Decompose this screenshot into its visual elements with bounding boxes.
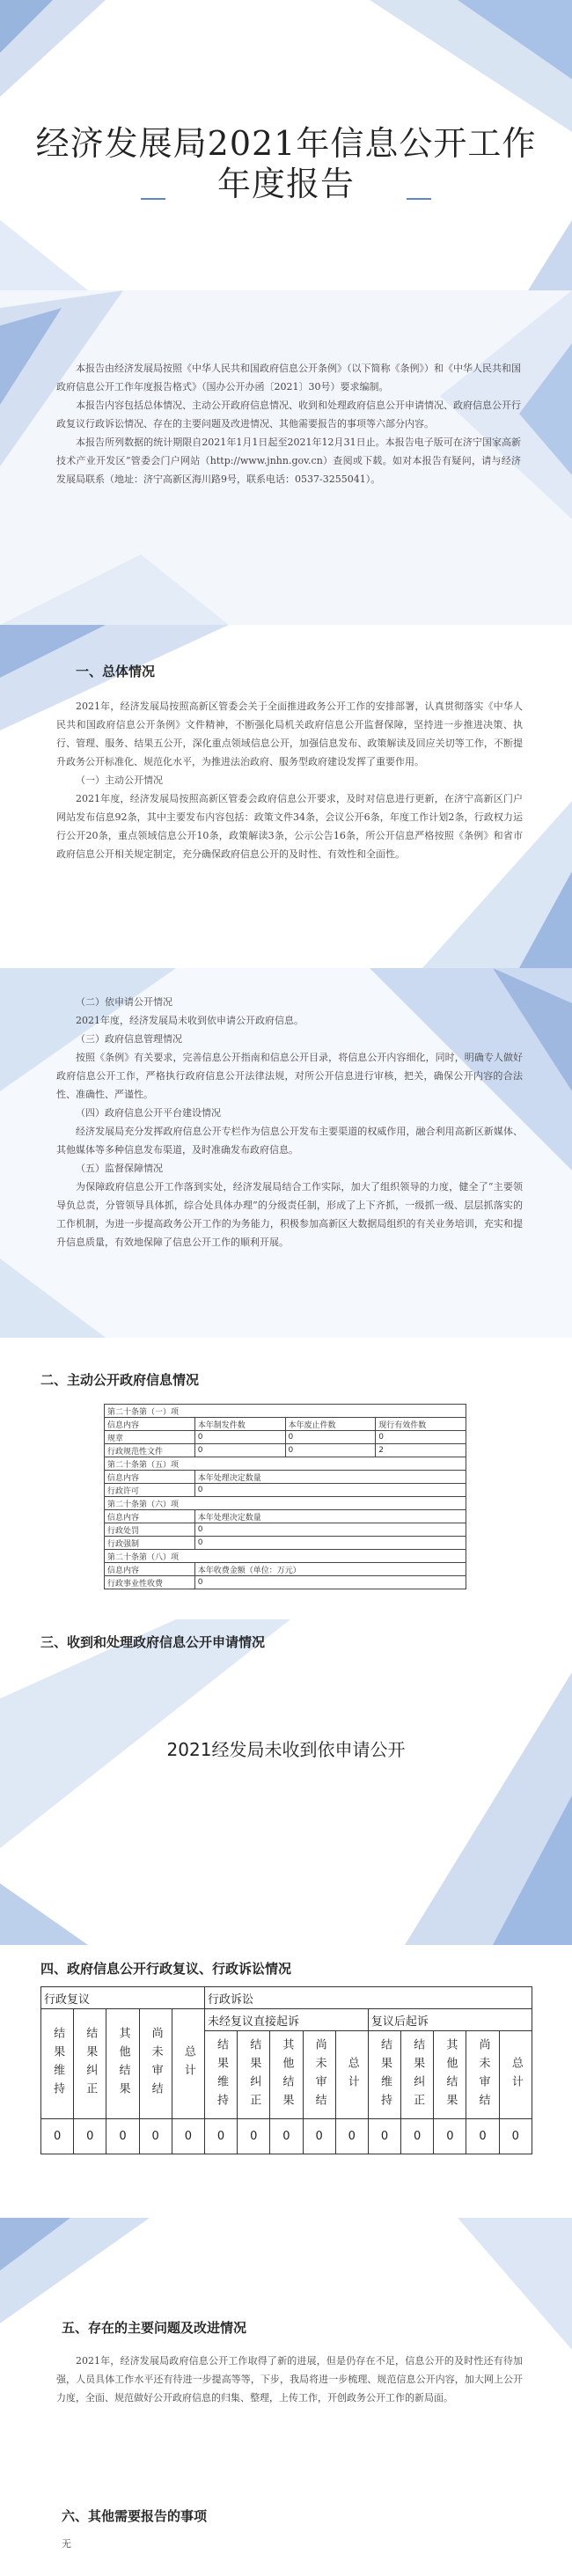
table-cell: 2 xyxy=(376,1444,466,1457)
table-cell: 0 xyxy=(285,1444,376,1457)
section1-subheading-4: （四）政府信息公开平台建设情况 xyxy=(76,1107,221,1119)
column-header-label: 结果维持 xyxy=(378,2037,392,2112)
section5-heading: 五、存在的主要问题及改进情况 xyxy=(62,2320,247,2336)
section1-paragraph-4: 按照《条例》有关要求，完善信息公开指南和信息公开目录，将信息公开内容细化，同时，明确专人做好政府信息公开工作，严格执行政府信息公开法律法规，对所公开信息进行审核，把关，确保公开内容的合法性、准确性、严谨性。 xyxy=(56,1052,523,1100)
section1b-body xyxy=(56,993,523,1251)
column-header-label: 结果维持 xyxy=(51,2027,65,2101)
section1-subheading-3: （三）政府信息管理情况 xyxy=(76,1033,182,1045)
value-cell: 0 xyxy=(172,2119,204,2154)
table-cell: 0 xyxy=(194,1431,285,1444)
section1-paragraph-2: 2021年度，经济发展局按照高新区管委会政府信息公开要求，及时对信息进行更新，在济宁高新区门户网站发布信息92条，其中主要发布内容包括：政策文件34条，会议公开6条，年度工作计划2条，行政权力运行公开20条，重点领域信息公开10条，政策解读3条，公示公告16条，所公开信息严格按照《条例》和省市政府信息公开相关规定制定，充分确保政府信息公开的及时性、有效性和全面性。 xyxy=(56,793,523,860)
value-cell: 0 xyxy=(466,2119,499,2154)
table-cell: 信息内容 xyxy=(105,1510,195,1523)
section3-heading-wrap xyxy=(40,1633,480,1651)
section6-heading: 六、其他需要报告的事项 xyxy=(62,2508,208,2524)
column-header-label: 尚未审结 xyxy=(476,2037,490,2112)
section6-text: 无 xyxy=(62,2538,71,2550)
value-cell: 0 xyxy=(368,2119,400,2154)
value-cell: 0 xyxy=(499,2119,532,2154)
section1-paragraph-5: 经济发展局充分发挥政府信息公开专栏作为信息公开发布主要渠道的权威作用，融合利用高新区新媒体、其他媒体等多种信息发布渠道，及时准确发布政府信息。 xyxy=(56,1126,523,1156)
column-header-label: 其他结果 xyxy=(116,2027,130,2101)
section1-paragraph-1: 2021年，经济发展局按照高新区管委会关于全面推进政务公开工作的安排部署，认真贯彻落实《中华人民共和国政府信息公开条例》文件精神，不断强化局机关政府信息公开监督保障，坚持进一步推进决策、执行、管理、服务、结果五公开，深化重点领域信息公开，加强信息发布、政策解读及回应关切等工作，不断提升政务公开标准化、规范化水平，为推进法治政府、服务型政府建设发挥了重要作用。 xyxy=(56,701,523,767)
subgroup-after-review: 复议后起诉 xyxy=(368,2009,532,2031)
column-header-label: 其他结果 xyxy=(280,2037,294,2112)
table-cell: 信息内容 xyxy=(105,1563,195,1576)
section1-subheading-2: （二）依申请公开情况 xyxy=(76,996,172,1008)
table-cell: 0 xyxy=(194,1576,466,1589)
section5-heading-wrap xyxy=(62,2318,502,2337)
value-cell: 0 xyxy=(204,2119,237,2154)
column-header-label: 结果纠正 xyxy=(411,2037,425,2112)
table-cell: 本年废止件数 xyxy=(285,1418,376,1431)
table-section-cell: 第二十条第（一）项 xyxy=(105,1405,466,1418)
table-cell: 本年制发件数 xyxy=(194,1418,285,1431)
column-header-cell xyxy=(41,2009,74,2119)
table-row xyxy=(105,1576,466,1589)
value-cell: 0 xyxy=(335,2119,368,2154)
section2-heading-wrap xyxy=(40,1370,392,1389)
table-cell: 行政许可 xyxy=(105,1484,195,1497)
table-cell: 0 xyxy=(285,1431,376,1444)
title-divider-left xyxy=(141,198,165,200)
value-cell: 0 xyxy=(74,2119,106,2154)
value-cell: 0 xyxy=(106,2119,139,2154)
column-header-cell xyxy=(434,2031,466,2119)
section5-body xyxy=(56,2352,523,2407)
column-header-cell xyxy=(270,2031,303,2119)
section1-paragraph-3: 2021年度，经济发展局未收到依申请公开政府信息。 xyxy=(76,1015,304,1026)
column-header-cell xyxy=(335,2031,368,2119)
table-row xyxy=(105,1431,466,1444)
section1-paragraph-6: 为保障政府信息公开工作落到实处，经济发展局结合工作实际，加大了组织领导的力度，健全了“主要领导负总责，分管领导具体抓，综合处具体办理”的分级责任制，形成了上下齐抓，一级抓一级、层层抓落实的工作机制，为进一步提高政务公开工作的为务能力，积极参加高新区大数据局组织的有关业务培训，充实和提升信息质量，有效地保障了信息公开工作的顺利开展。 xyxy=(56,1181,523,1248)
column-header-label: 总计 xyxy=(345,2056,359,2094)
section3-background xyxy=(0,1619,572,1945)
table-row xyxy=(105,1537,466,1550)
section5-background xyxy=(0,2218,572,2482)
table-section-cell: 第二十条第（五）项 xyxy=(105,1457,466,1471)
no-application-notice: 2021经发局未收到依申请公开 xyxy=(166,1739,406,1760)
column-header-label: 总计 xyxy=(509,2056,523,2094)
column-header-cell xyxy=(303,2031,335,2119)
column-header-cell xyxy=(238,2031,270,2119)
table-row xyxy=(105,1457,466,1471)
title-divider-right xyxy=(407,198,431,200)
table-cell: 行政事业性收费 xyxy=(105,1576,195,1589)
column-header-label: 结果纠正 xyxy=(247,2037,261,2112)
table-section-cell: 第二十条第（六）项 xyxy=(105,1497,466,1510)
section4-heading-wrap xyxy=(40,1959,480,1978)
group-header-review: 行政复议 xyxy=(41,1987,205,2009)
table-cell: 0 xyxy=(376,1431,466,1444)
table-row xyxy=(105,1563,466,1576)
intro-paragraph-3: 本报告所列数据的统计期限自2021年1月1日起至2021年12月31日止。本报告电子版可在济宁国家高新技术产业开发区”管委会门户网站（http://www.jnhn.gov.cn）查阅或下载。如对本报告有疑问，请与经济发展局联系（地址：济宁高新区海川路9号，联系电话：0537-3255041）。 xyxy=(56,437,521,485)
report-title-line2: 年度报告 xyxy=(216,165,355,203)
table-cell: 0 xyxy=(194,1537,466,1550)
report-title xyxy=(0,123,572,204)
column-header-cell xyxy=(466,2031,499,2119)
section4-heading: 四、政府信息公开行政复议、行政诉讼情况 xyxy=(40,1961,292,1977)
table-cell: 本年处理决定数量 xyxy=(194,1510,466,1523)
report-title-line1: 经济发展局2021年信息公开工作 xyxy=(35,124,537,163)
table-cell: 0 xyxy=(194,1444,285,1457)
column-header-cell xyxy=(401,2031,434,2119)
column-header-cell xyxy=(172,2009,204,2119)
table-row xyxy=(105,1550,466,1563)
value-cell: 0 xyxy=(434,2119,466,2154)
section1-subheading-5: （五）监督保障情况 xyxy=(76,1163,163,1174)
column-header-cell xyxy=(74,2009,106,2119)
table-section-cell: 第二十条第（八）项 xyxy=(105,1550,466,1563)
intro-section xyxy=(56,359,521,488)
column-header-cell xyxy=(139,2009,172,2119)
review-litigation-table xyxy=(40,1986,532,2154)
value-cell: 0 xyxy=(401,2119,434,2154)
table-row xyxy=(105,1484,466,1497)
section3-heading: 三、收到和处理政府信息公开申请情况 xyxy=(40,1634,266,1650)
column-header-label: 结果维持 xyxy=(215,2037,229,2112)
column-header-cell xyxy=(204,2031,237,2119)
value-cell: 0 xyxy=(41,2119,74,2154)
section1-heading: 一、总体情况 xyxy=(76,664,156,679)
section1-heading-wrap xyxy=(76,662,428,680)
column-header-label: 尚未审结 xyxy=(149,2027,163,2101)
column-header-cell xyxy=(499,2031,532,2119)
table-cell: 0 xyxy=(194,1523,466,1537)
table-cell: 规章 xyxy=(105,1431,195,1444)
section5-paragraph-1: 2021年，经济发展局政府信息公开工作取得了新的进展，但是仍存在不足，信息公开的及时性还有待加强，人员具体工作水平还有待进一步提高等等，下步，我局将进一步梳理、规范信息公开内容，加大网上公开力度，全面、规范做好公开政府信息的归集、整理，上传工作，开创政务公开工作的新局面。 xyxy=(56,2355,523,2404)
table-row xyxy=(105,1497,466,1510)
section1-subheading-1: （一）主动公开情况 xyxy=(76,774,163,786)
section6-heading-wrap xyxy=(62,2506,502,2525)
intro-paragraph-2: 本报告内容包括总体情况、主动公开政府信息情况、收到和处理政府信息公开申请情况、政府信息公开行政复议行政诉讼情况、存在的主要问题及改进情况、其他需要报告的事项等六部分内容。 xyxy=(56,400,521,429)
info-disclosure-table xyxy=(104,1404,466,1589)
section1-body xyxy=(56,697,523,863)
column-header-label: 尚未审结 xyxy=(312,2037,326,2112)
value-cell: 0 xyxy=(139,2119,172,2154)
table-cell: 本年处理决定数量 xyxy=(194,1471,466,1484)
column-header-label: 总计 xyxy=(181,2045,195,2082)
table-cell: 信息内容 xyxy=(105,1418,195,1431)
table-cell: 0 xyxy=(194,1484,466,1497)
table-row xyxy=(105,1444,466,1457)
table-cell: 行政处罚 xyxy=(105,1523,195,1537)
table-cell: 现行有效件数 xyxy=(376,1418,466,1431)
column-header-cell xyxy=(368,2031,400,2119)
table-cell: 行政强制 xyxy=(105,1537,195,1550)
value-cell: 0 xyxy=(303,2119,335,2154)
table-row xyxy=(105,1510,466,1523)
group-header-litigation: 行政诉讼 xyxy=(204,1987,532,2009)
section6-body xyxy=(62,2535,238,2553)
section2-heading: 二、主动公开政府信息情况 xyxy=(40,1372,200,1388)
column-header-label: 结果纠正 xyxy=(84,2027,98,2101)
table-row xyxy=(105,1418,466,1431)
table-cell: 信息内容 xyxy=(105,1471,195,1484)
value-cell: 0 xyxy=(238,2119,270,2154)
column-header-cell xyxy=(106,2009,139,2119)
subgroup-direct-suit: 未经复议直接起诉 xyxy=(204,2009,368,2031)
table-cell: 行政规范性文件 xyxy=(105,1444,195,1457)
table-row xyxy=(105,1471,466,1484)
table-row xyxy=(105,1523,466,1537)
table-row xyxy=(105,1405,466,1418)
column-header-label: 其他结果 xyxy=(444,2037,458,2112)
table-cell: 本年收费金额（单位：万元） xyxy=(194,1563,466,1576)
intro-paragraph-1: 本报告由经济发展局按照《中华人民共和国政府信息公开条例》（以下简称《条例》）和《中华人民共和国政府信息公开工作年度报告格式》（国办公开办函〔2021〕30号）要求编制。 xyxy=(56,363,521,393)
value-cell: 0 xyxy=(270,2119,303,2154)
